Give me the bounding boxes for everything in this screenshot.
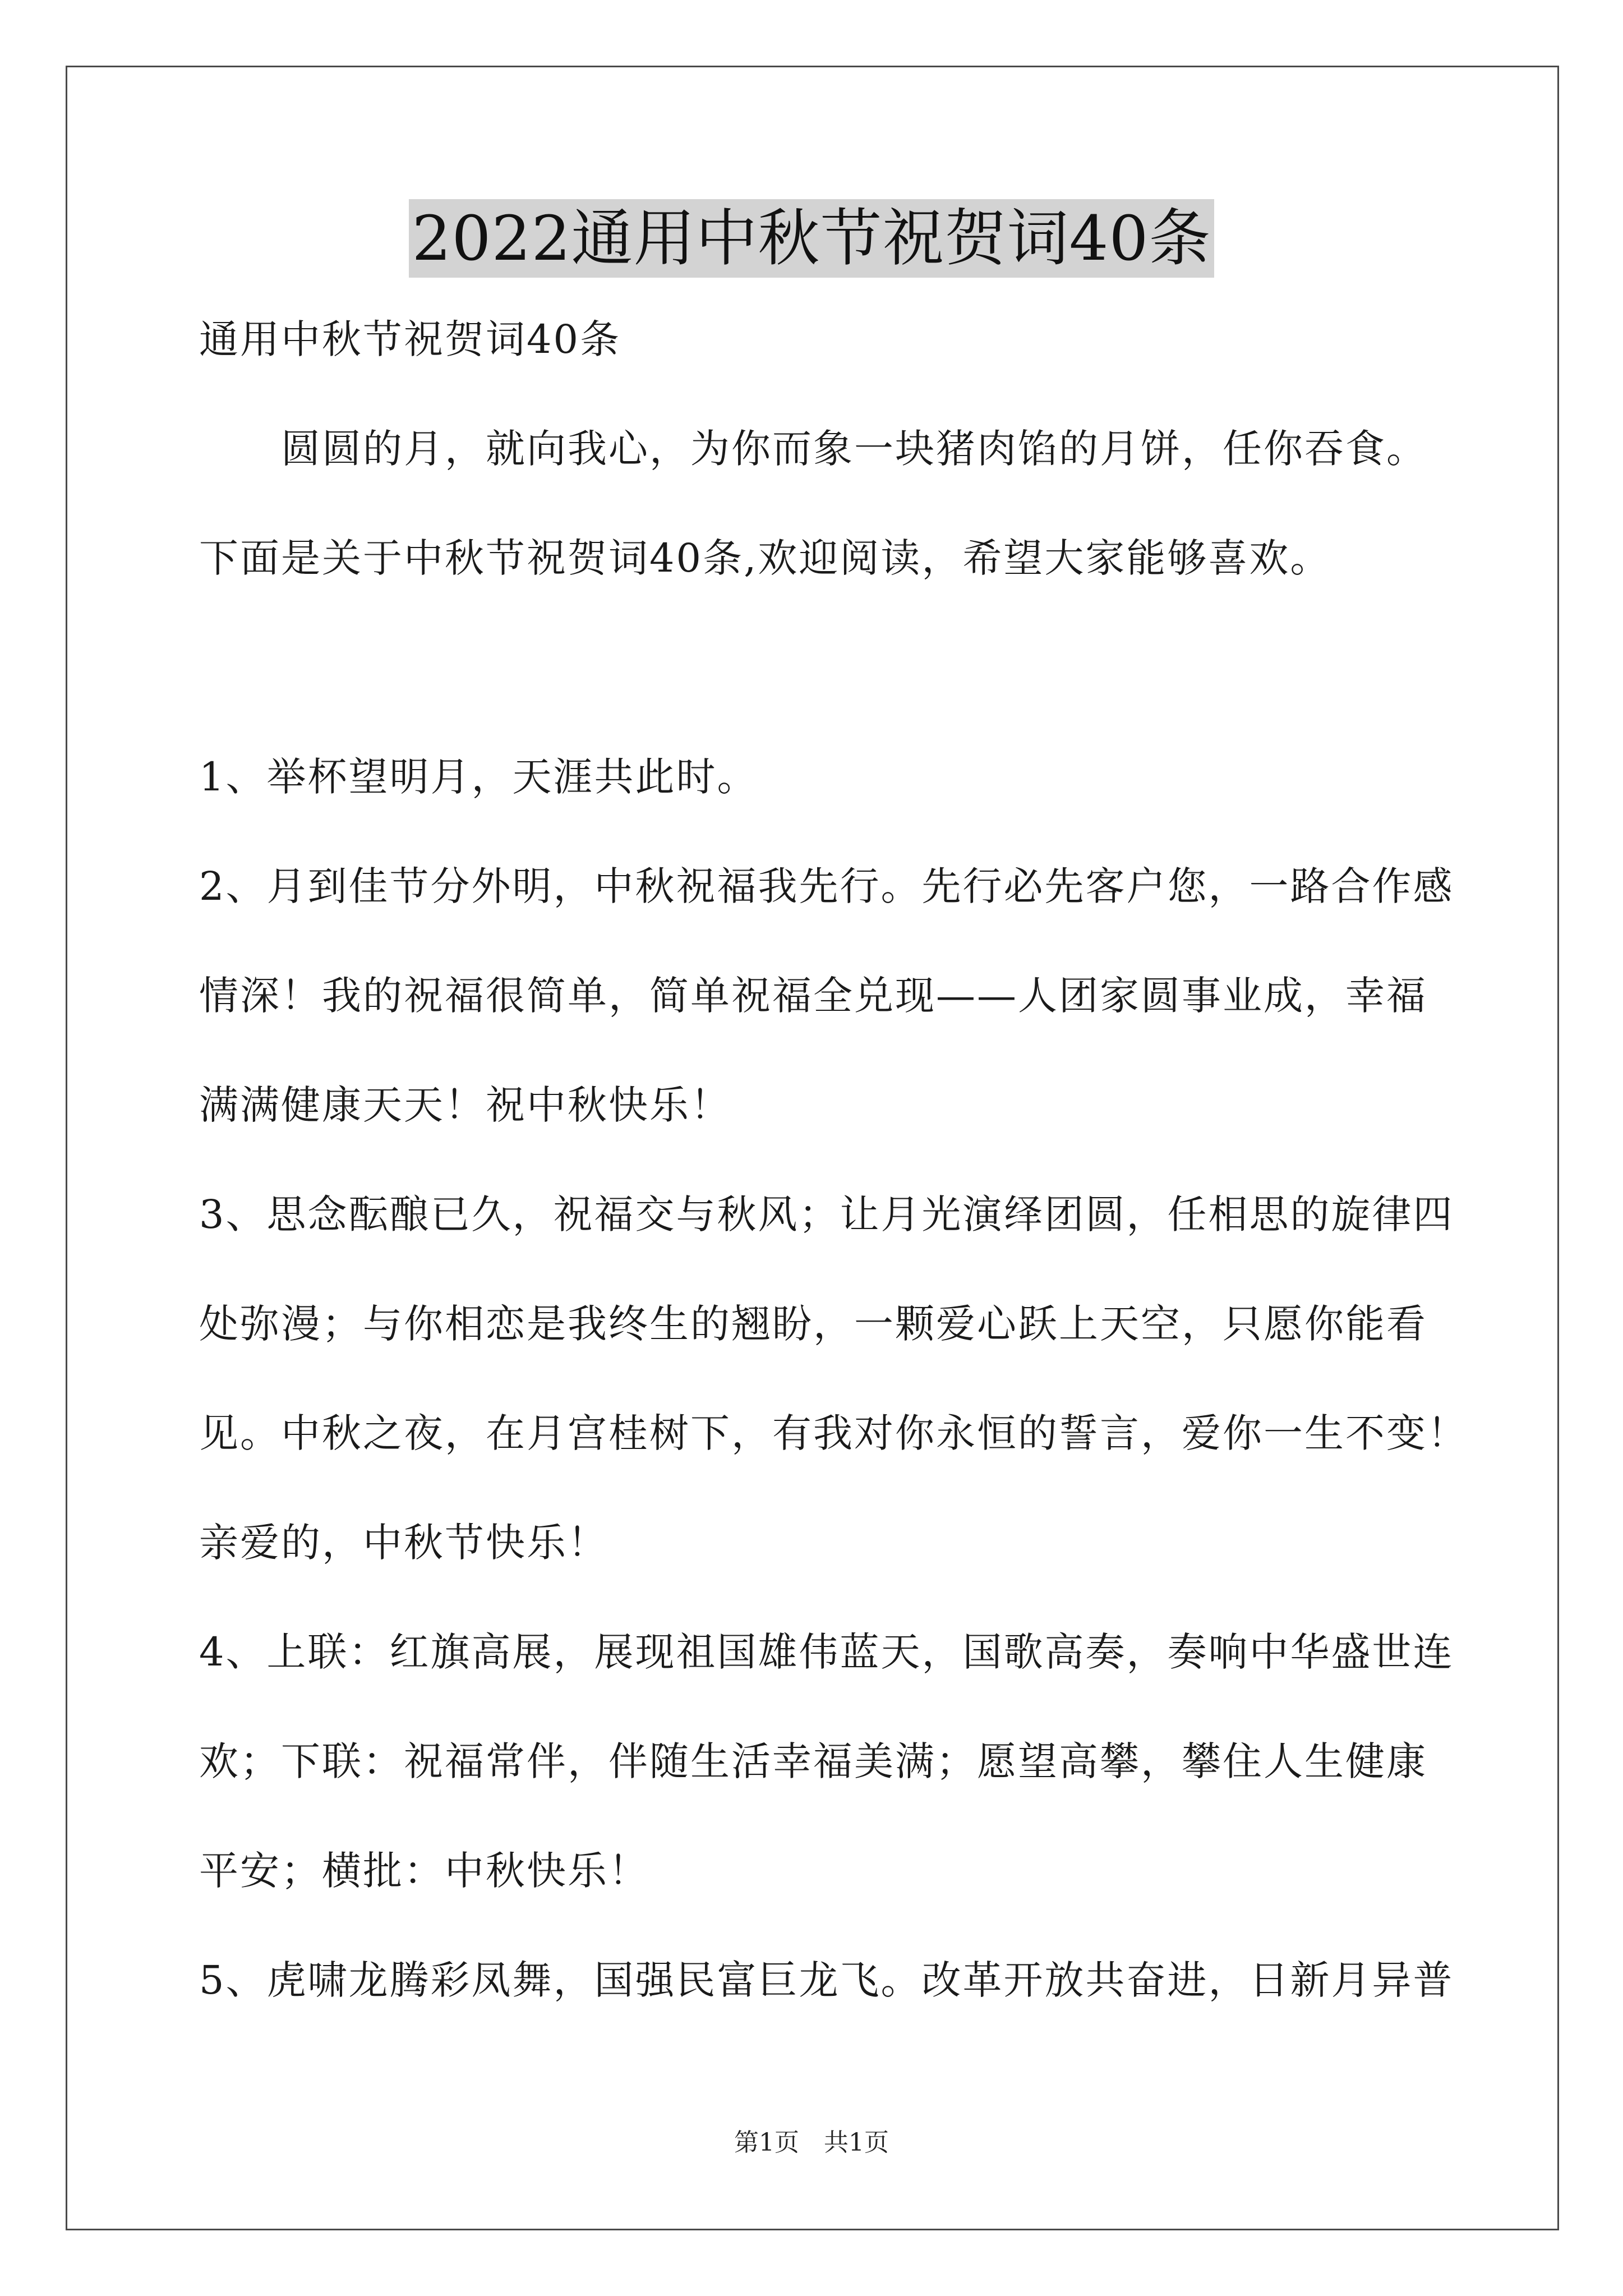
item-1-line: 1、举杯望明月，天涯共此时。 — [199, 754, 758, 800]
item-2-line-2: 情深！我的祝福很简单，简单祝福全兑现——人团家圆事业成，幸福 — [199, 973, 1427, 1019]
item-3-line-2: 处弥漫；与你相恋是我终生的翘盼，一颗爱心跃上天空，只愿你能看 — [199, 1301, 1427, 1347]
intro-line-2: 下面是关于中秋节祝贺词40条,欢迎阅读，希望大家能够喜欢。 — [199, 535, 1331, 581]
item-2-line-1: 2、月到佳节分外明，中秋祝福我先行。先行必先客户您，一路合作感 — [199, 863, 1454, 909]
item-3-line-4: 亲爱的，中秋节快乐！ — [199, 1520, 608, 1566]
page-border — [66, 66, 1559, 2230]
item-5-line-1: 5、虎啸龙腾彩凤舞，国强民富巨龙飞。改革开放共奋进，日新月异普 — [199, 1957, 1454, 2003]
item-2-line-3: 满满健康天天！祝中秋快乐！ — [199, 1082, 731, 1128]
item-4-line-1: 4、上联：红旗高展，展现祖国雄伟蓝天，国歌高奏，奏响中华盛世连 — [199, 1629, 1454, 1675]
intro-line-1: 圆圆的月，就向我心，为你而象一块猪肉馅的月饼，任你吞食。 — [199, 426, 1427, 472]
document-title: 2022通用中秋节祝贺词40条 — [409, 199, 1215, 278]
title-container — [0, 199, 1623, 278]
item-4-line-2: 欢；下联：祝福常伴，伴随生活幸福美满；愿望高攀，攀住人生健康 — [199, 1738, 1427, 1784]
item-3-line-1: 3、思念酝酿已久，祝福交与秋风；让月光演绎团圆，任相思的旋律四 — [199, 1191, 1454, 1237]
page-footer: 第1页 共1页 — [734, 2128, 889, 2157]
item-4-line-3: 平安；横批：中秋快乐！ — [199, 1848, 649, 1894]
subtitle-line: 通用中秋节祝贺词40条 — [199, 316, 621, 362]
item-3-line-3: 见。中秋之夜，在月宫桂树下，有我对你永恒的誓言，爱你一生不变！ — [199, 1410, 1468, 1456]
